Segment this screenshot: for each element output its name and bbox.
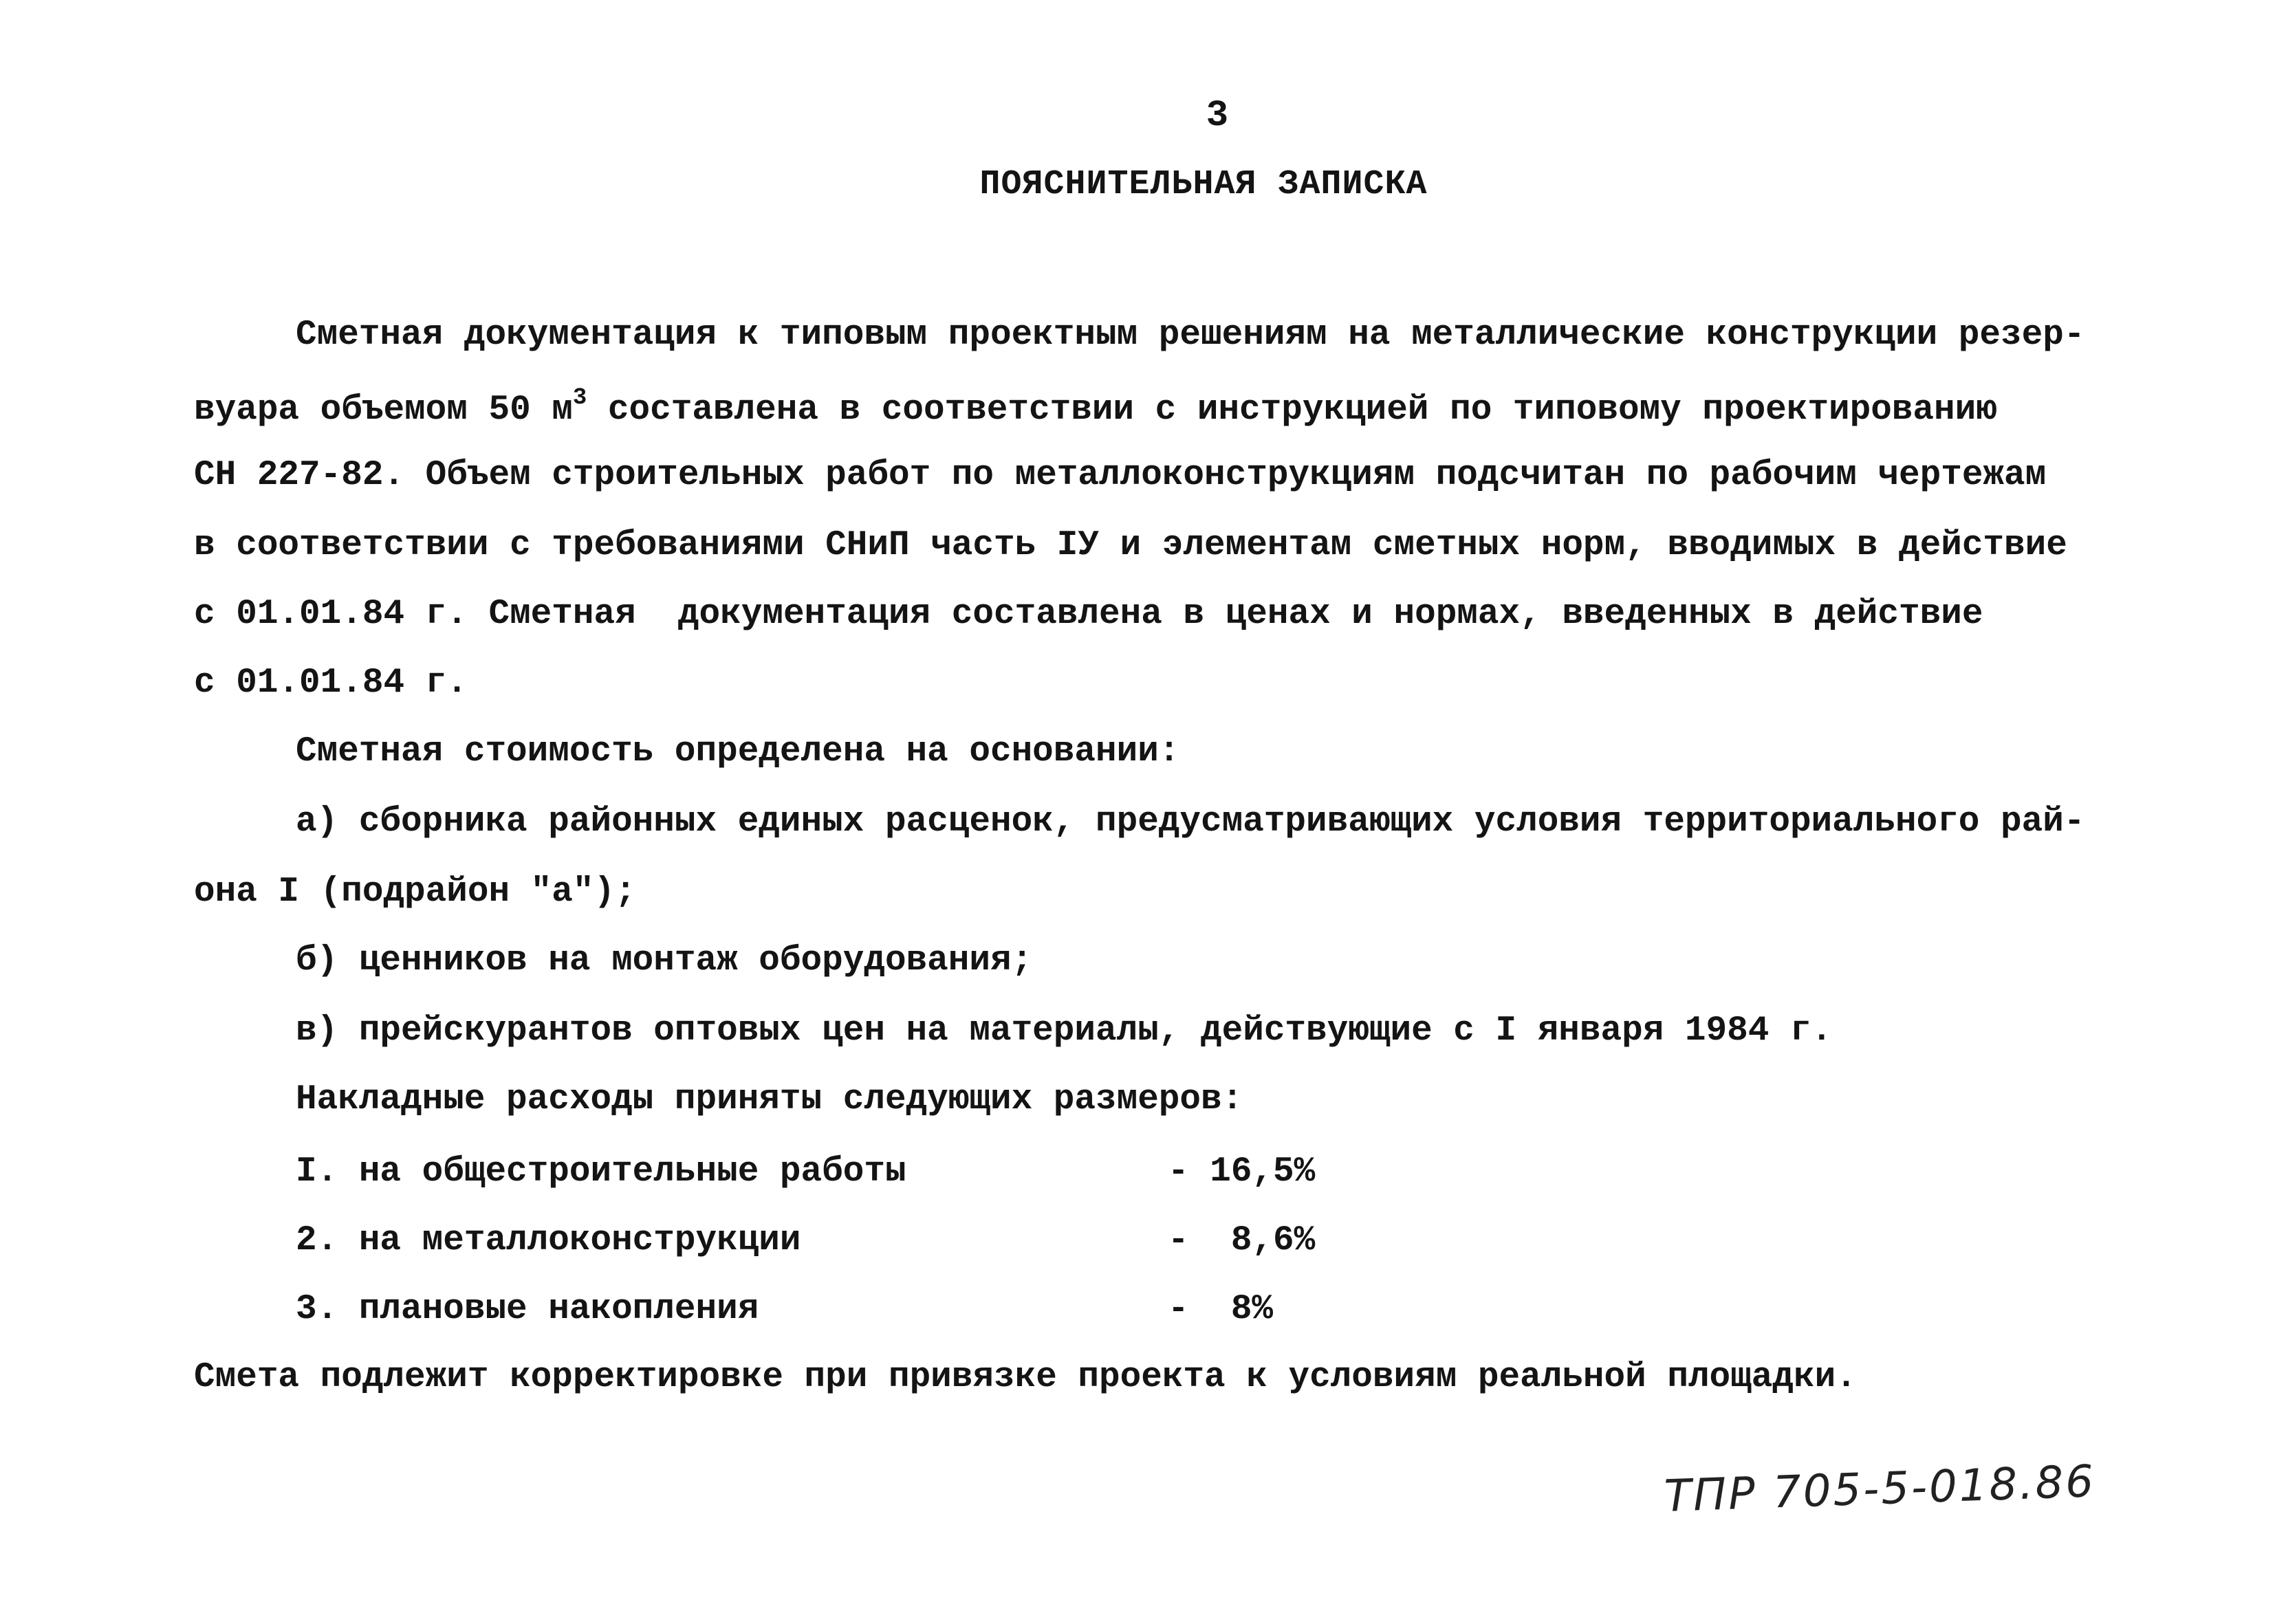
overhead-row-1-label: I. на общестроительные работы <box>296 1152 906 1192</box>
intro-line-3: СН 227-82. Объем строительных работ по металлоконструкциям подсчитан по рабочим чертежам <box>194 456 2047 495</box>
overhead-row-3-value: - 8% <box>1168 1290 1274 1329</box>
basis-item-c: в) прейскурантов оптовых цен на материалы, действующие с I января 1984 г. <box>296 1011 1833 1051</box>
overhead-row-2-label: 2. на металлоконструкции <box>296 1221 801 1260</box>
overhead-row-1-value: - 16,5% <box>1168 1152 1316 1192</box>
overheads-heading: Накладные расходы приняты следующих размеров: <box>296 1080 1243 1119</box>
intro-line-5: с 01.01.84 г. Сметная документация составлена в ценах и нормах, введенных в действие <box>194 595 1983 634</box>
document-code-stamp: ТПР 705-5-018.86 <box>1663 1456 2097 1522</box>
intro-line-6: с 01.01.84 г. <box>194 663 468 703</box>
document-title: ПОЯСНИТЕЛЬНАЯ ЗАПИСКА <box>979 165 1428 204</box>
basis-heading: Сметная стоимость определена на основании: <box>296 732 1180 771</box>
page-number: 3 <box>1206 95 1229 137</box>
overhead-row-2-value: - 8,6% <box>1168 1221 1316 1260</box>
intro-line-1: Сметная документация к типовым проектным решениям на металлические конструкции резер- <box>296 316 2085 355</box>
overhead-row-3-label: 3. плановые накопления <box>296 1290 759 1329</box>
intro-line-2-b: составлена в соответствии с инструкцией по типовому проектированию <box>587 391 1997 430</box>
closing-note: Смета подлежит корректировке при привязке проекта к условиям реальной площадки. <box>194 1358 1857 1397</box>
intro-line-2-a: вуара объемом 50 м <box>194 391 573 430</box>
basis-item-a-line-1: а) сборника районных единых расценок, предусматривающих условия территориального рай- <box>296 802 2085 842</box>
basis-item-a-line-2: она I (подрайон "а"); <box>194 873 636 912</box>
basis-item-b: б) ценников на монтаж оборудования; <box>296 941 1033 980</box>
cubic-superscript: 3 <box>572 385 587 411</box>
intro-line-4: в соответствии с требованиями СНиП часть IУ и элементам сметных норм, вводимых в действие <box>194 526 2067 565</box>
intro-line-2 <box>194 386 1997 428</box>
